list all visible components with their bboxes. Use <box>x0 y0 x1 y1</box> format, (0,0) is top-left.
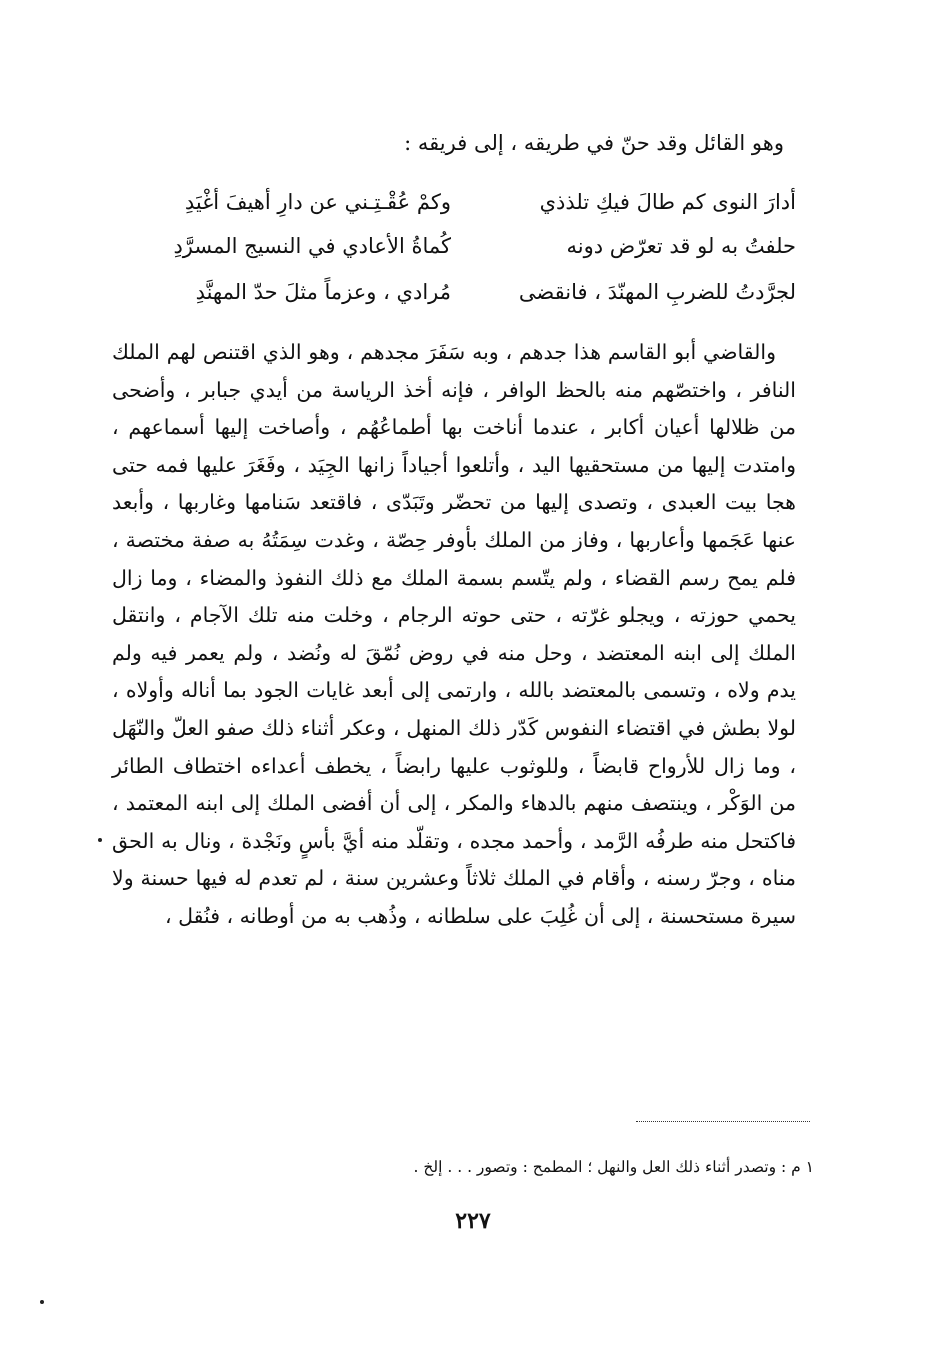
scan-speck <box>98 838 102 842</box>
paragraph-text: والقاضي أبو القاسم هذا جدهم ، وبه سَفَرَ مجدهم ، وهو الذي اقتنص لهم الملك النافر ، واختصّهم منه بالحظ الوافر ، فإنه أخذ الرياسة من أيدي جبابر ، وأضحى من ظلالها أعيان أكابر ، عندما أناخت بها أطماعُهُم ، وأصاخت إليها أسماعهم ، وامتدت إليها من مستحقيها اليد ، وأتلعوا أجياداً زانها الجِيَد ، وفَغَرَ عليها فمه حتى هجا بيت العبدى ، وتصدى إليها من تحضّر وتَبَدّى ، فاقتعد سَنامها وغاربها ، وأبعد عنها عَجَمها وأعاربها ، وفاز من الملك بأوفر حِصّة ، وغدت سِمَتُهُ به صفة مختصة ، فلم يمح رسم القضاء ، ولم يتّسم بسمة الملك مع ذلك النفوذ والمضاء ، وما زال يحمي حوزته ، ويجلو غرّته ، حتى حوته الرجام ، وخلت منه تلك الآجام ، وانتقل الملك إلى ابنه المعتضد ، وحل منه في روض نُمّقَ له ونُضد ، ولم يعمر فيه ولم يدم ولاه ، وتسمى بالمعتضد بالله ، وارتمى إلى أبعد غايات الجود بما أناله وأولاه ، لولا بطش في اقتضاء النفوس كَدّر ذلك المنهل ، وعكر أثناء ذلك صفو العلّ والنّهَل ، وما زال للأرواح قابضاً ، وللوثوب عليها رابضاً ، يخطف أعداءه اختطاف الطائر من الوَكْر ، وينتصف منهم بالدهاء والمكر ، إلى أن أفضى الملك إلى ابنه المعتمد ، فاكتحل منه طرفُه الرَّمد ، وأحمد مجده ، وتقلّد منه أيَّ بأسٍ ونَجْدة ، ونال به الحق مناه ، وجرّ رسنه ، وأقام في الملك ثلاثاً وعشرين سنة ، لم تعدم له فيها حسنة ولا سيرة مستحسنة ، إلى أن غُلِبَ على سلطانه ، وذُهب به من أوطانه ، فنُقل ، <box>112 340 796 928</box>
intro-line: وهو القائل وقد حنّ في طريقه ، إلى فريقه : <box>404 131 784 155</box>
verse-first-hemistich: أدارَ النوى كم طالَ فيكِ تلذذي <box>539 190 796 214</box>
verse-line <box>116 220 796 272</box>
verse-second-hemistich: مُرادي ، وعزماً مثلَ حدّ المهنَّدِ <box>195 280 451 304</box>
verse-first-hemistich: لجرَّدتُ للضربِ المهنّدَ ، فانقضى <box>518 280 796 304</box>
verse-second-hemistich: كُماةُ الأعادي في النسيج المسرَّدِ <box>173 234 451 258</box>
footnote-separator <box>636 1121 810 1122</box>
verse-line <box>116 266 796 318</box>
scan-speck <box>40 1300 44 1304</box>
page-number: ٢٢٧ <box>455 1208 491 1234</box>
main-paragraph <box>112 334 796 936</box>
verse-second-hemistich: وكمْ عُقْـتِـني عن دارِ أهيفَ أغْيَدِ <box>184 190 451 214</box>
verse-first-hemistich: حلفتُ به لو قد تعرّض دونه <box>566 234 796 258</box>
footnote: ١ م : وتصدر أثناء ذلك العل والنهل ؛ المطمح : وتصور . . . إلخ . <box>413 1158 814 1176</box>
